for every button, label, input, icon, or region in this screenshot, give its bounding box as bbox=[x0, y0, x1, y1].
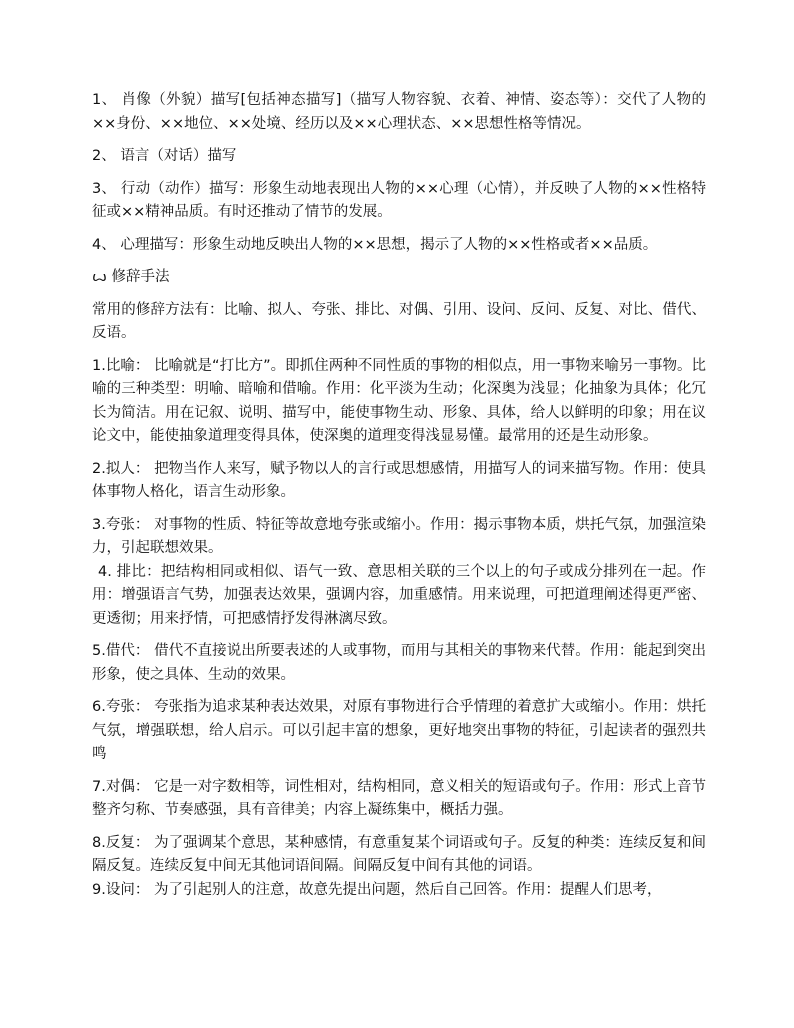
section-heading-rhetoric: ꙍ 修辞手法 bbox=[92, 269, 170, 285]
paragraph-repetition: 8.反复： 为了强调某个意思，某种感情，有意重复某个词语或句子。反复的种类：连续反复和间隔反复。连续反复中间无其他词语间隔。间隔反复中间有其他的词语。 bbox=[92, 834, 706, 874]
paragraph-common-rhetoric: 常用的修辞方法有：比喻、拟人、夸张、排比、对偶、引用、设问、反问、反复、对比、借代、反语。 bbox=[92, 301, 706, 341]
paragraph-hyperbole: 6.夸张： 夸张指为追求某种表达效果，对原有事物进行合乎情理的着意扩大或缩小。作用：烘托气氛，增强联想，给人启示。可以引起丰富的想象，更好地突出事物的特征，引起读者的强烈共鸣 bbox=[92, 699, 706, 762]
paragraph-portrait-description: 1、 肖像（外貌）描写[包括神态描写]（描写人物容貌、衣着、神情、姿态等）：交代了人物的××身份、××地位、××处境、经历以及××心理状态、××思想性格等情况。 bbox=[92, 92, 706, 132]
paragraph-action-description: 3、 行动（动作）描写：形象生动地表现出人物的××心理（心情），并反映了人物的××性格特征或××精神品质。有时还推动了情节的发展。 bbox=[92, 180, 706, 220]
paragraph-parallelism: 4. 排比：把结构相同或相似、语气一致、意思相关联的三个以上的句子或成分排列在一起。作用：增强语言气势，加强表达效果，强调内容，加重感情。用来说理，可把道理阐述得更严密、更透彻；用来抒情，可把感情抒发得淋漓尽致。 bbox=[92, 563, 706, 627]
paragraph-rhetorical-question: 9.设问： 为了引起别人的注意，故意先提出问题，然后自己回答。作用：提醒人们思考， bbox=[92, 881, 662, 898]
paragraph-antithesis: 7.对偶： 它是一对字数相等，词性相对，结构相同，意义相关的短语或句子。作用：形式上音节整齐匀称、节奏感强，具有音律美；内容上凝练集中，概括力强。 bbox=[92, 778, 706, 818]
paragraph-dialogue-description: 2、 语言（对话）描写 bbox=[92, 148, 237, 164]
paragraph-metaphor: 1.比喻： 比喻就是“打比方”。即抓住两种不同性质的事物的相似点，用一事物来喻另一事物。比喻的三种类型：明喻、暗喻和借喻。作用：化平淡为生动；化深奥为浅显；化抽象为具体；化冗长为简洁。用在记叙、说明、描写中，能使事物生动、形象、具体，给人以鲜明的印象；用在议论文中，能使抽象道理变得具体，使深奥的道理变得浅显易懂。最常用的还是生动形象。 bbox=[92, 357, 706, 444]
paragraph-personification: 2.拟人： 把物当作人来写，赋予物以人的言行或思想感情，用描写人的词来描写物。作用：使具体事物人格化，语言生动形象。 bbox=[92, 460, 706, 500]
paragraph-metonymy: 5.借代： 借代不直接说出所要表述的人或事物，而用与其相关的事物来代替。作用：能起到突出形象，使之具体、生动的效果。 bbox=[92, 643, 706, 683]
paragraph-psychological-description: 4、 心理描写：形象生动地反映出人物的××思想，揭示了人物的××性格或者××品质。 bbox=[92, 236, 658, 253]
paragraph-exaggeration: 3.夸张： 对事物的性质、特征等故意地夸张或缩小。作用：揭示事物本质，烘托气氛，加强渲染力，引起联想效果。 bbox=[92, 516, 706, 556]
document-body bbox=[92, 89, 706, 911]
